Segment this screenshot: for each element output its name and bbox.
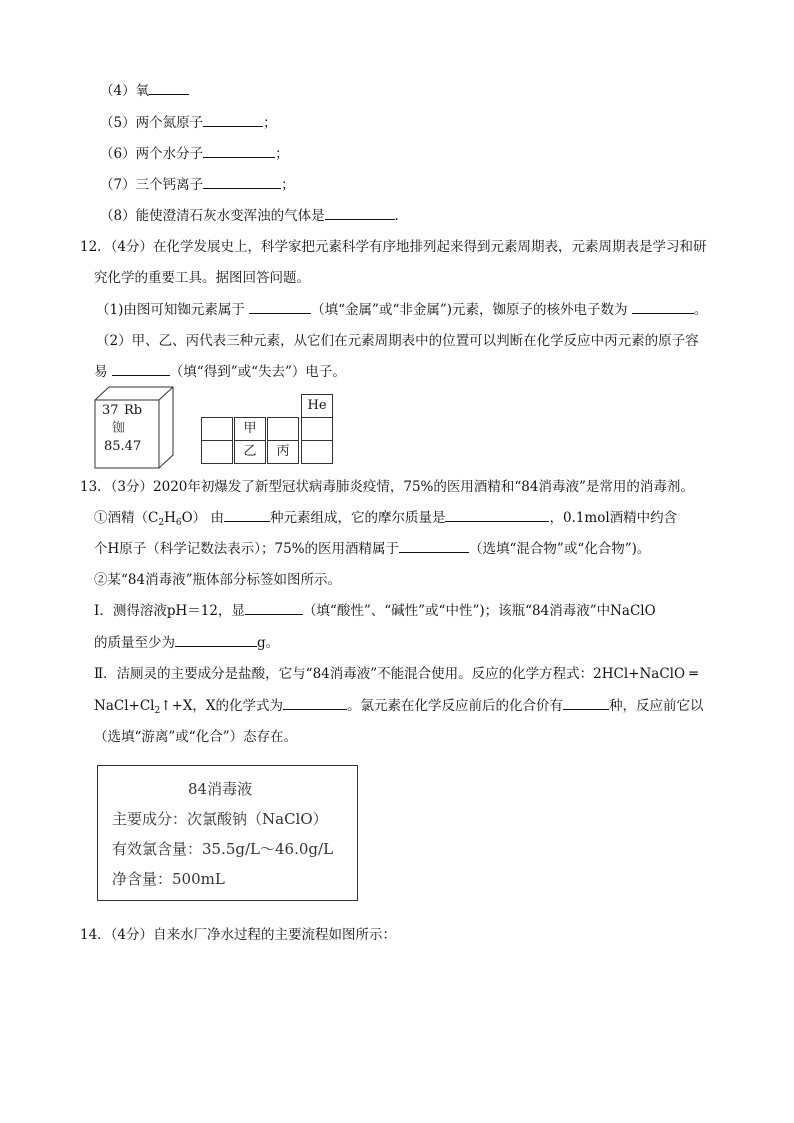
answer-blank[interactable] [224, 509, 270, 522]
element-symbol: Rb [124, 403, 143, 418]
answer-blank[interactable] [112, 363, 170, 376]
item-7: （7）三个钙离子 ； [100, 177, 295, 193]
answer-blank[interactable] [283, 697, 347, 710]
q13-part2-ii: Ⅱ．洁厕灵的主要成分是盐酸，它与“84消毒液”不能混合使用。反应的化学方程式：2HCl+NaClO ═ [94, 666, 698, 682]
answer-blank[interactable] [399, 540, 469, 553]
cell-bing: 丙 [267, 440, 299, 464]
q12-part2-cont: 易 （填“得到”或“失去”）电子。 [94, 364, 346, 380]
label-chlorine-content: 有效氯含量：35.5g/L～46.0g/L [112, 840, 334, 858]
q13-part1: ①酒精$(C_2H_6O)$ 由 种元素组成，它的摩尔质量是 ，0.1mol酒精中约含 [94, 510, 678, 528]
q13-stem: 13．（3分）2020年初爆发了新型冠状病毒肺炎疫情，75%的医用酒精和“84消毒液”是常用的消毒剂。 [80, 479, 694, 495]
q13-part2-i-cont: 的质量至少为 g。 [94, 635, 280, 651]
label-title: 84消毒液 [188, 780, 253, 798]
item-5: （5）两个氮原子 ； [100, 115, 277, 131]
cell [301, 417, 333, 441]
q13-part1-cont: 个H原子（科学记数法表示）；75%的医用酒精属于 （选填“混合物”或“化合物”)。 [94, 541, 651, 557]
q14-stem: 14．（4分）自来水厂净水过程的主要流程如图所示： [80, 927, 397, 943]
atomic-mass: 85.47 [104, 439, 142, 454]
cell-jia: 甲 [234, 417, 266, 441]
answer-blank[interactable] [175, 634, 257, 647]
q13-part2-ii-end: （选填“游离”或“化合”）态存在。 [94, 729, 298, 745]
q12-part2: （2）甲、乙、丙代表三种元素，从它们在元素周期表中的位置可以判断在化学反应中丙元素的原子容 [96, 333, 699, 349]
answer-blank[interactable] [203, 145, 275, 158]
answer-blank[interactable] [203, 176, 281, 189]
q12-stem: 12．（4分）在化学发展史上，科学家把元素科学有序地排列起来得到元素周期表，元素周期表是学习和研 [80, 239, 707, 255]
cell [267, 417, 299, 441]
cell [301, 440, 333, 464]
q12-part1: （1)由图可知铷元素属于 （填“金属”或“非金属”)元素，铷原子的核外电子数为 。 [96, 302, 708, 318]
item-4: （4）氧 [100, 82, 189, 100]
q13-part2: ②某“84消毒液”瓶体部分标签如图所示。 [94, 572, 341, 588]
cell [201, 417, 233, 441]
answer-blank[interactable] [249, 301, 311, 314]
cube-outline-icon [94, 386, 176, 470]
item-8: （8）能使澄清石灰水变浑浊的气体是 ． [100, 208, 409, 224]
answer-blank[interactable] [203, 114, 263, 127]
answer-blank[interactable] [245, 602, 303, 615]
element-cube-rubidium [94, 386, 174, 468]
cell [201, 440, 233, 464]
answer-blank[interactable] [149, 82, 189, 95]
q13-part2-i: Ⅰ．测得溶液pH＝12，显 （填“酸性”、“碱性”或“中性”)；该瓶“84消毒液”中NaClO [94, 603, 656, 619]
atomic-number: 37 [102, 403, 119, 418]
answer-blank[interactable] [632, 301, 694, 314]
answer-blank[interactable] [445, 509, 549, 522]
element-name: 铷 [112, 421, 126, 436]
q12-stem-cont: 究化学的重要工具。据图回答问题。 [94, 270, 310, 286]
answer-blank[interactable] [325, 207, 395, 220]
cell-he: He [301, 394, 333, 418]
answer-blank[interactable] [563, 697, 609, 710]
disinfectant-label [97, 765, 358, 901]
cell-yi: 乙 [234, 440, 266, 464]
label-net-content: 净含量：500mL [112, 870, 225, 888]
q13-part2-ii-cont: $NaCl+Cl_2↑+X$，X的化学式为 。氯元素在化学反应前后的化合价有 种，反应前它以 [94, 698, 704, 716]
label-main-ingredient: 主要成分：次氯酸钠（NaClO） [112, 810, 328, 828]
item-6: （6）两个水分子 ； [100, 146, 289, 162]
